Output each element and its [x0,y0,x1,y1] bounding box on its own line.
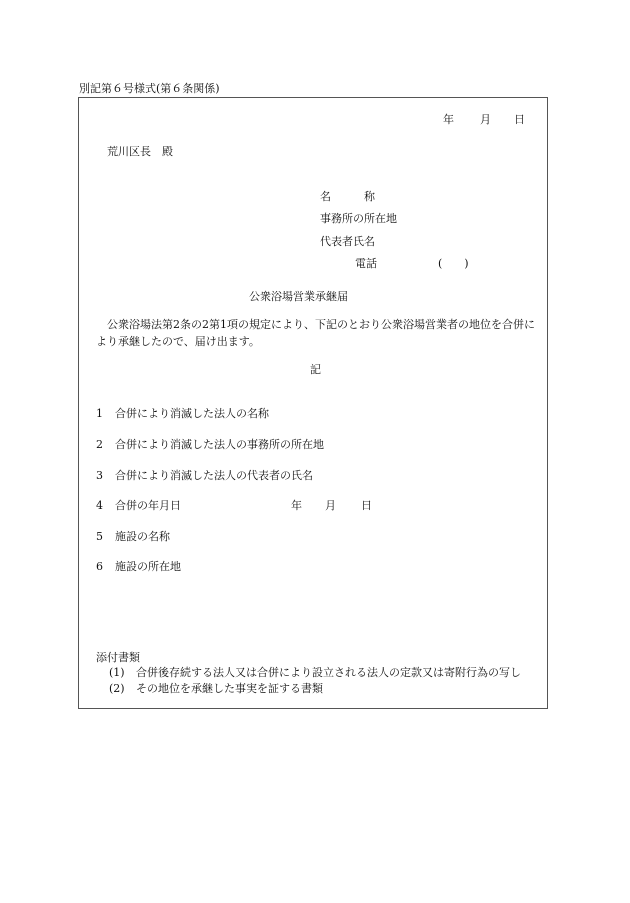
item-label: 合併により消滅した法人の事務所の所在地 [115,438,324,451]
submission-date-day: 日 [514,113,525,126]
merge-date-year: 年 [291,499,302,512]
item-label: 施設の所在地 [115,560,181,573]
attachments-heading: 添付書類 [96,651,140,664]
submission-date-year: 年 [443,113,454,126]
item-number: 3 [96,469,103,482]
submission-date-month: 月 [480,113,491,126]
item-number: 4 [96,499,103,512]
merge-date-day: 日 [361,499,372,512]
attachment-number: (2) [109,682,125,695]
list-item [96,437,324,452]
list-item [96,406,269,421]
attachment-item [109,681,323,696]
applicant-representative-label: 代表者氏名 [320,235,375,248]
list-item [96,559,181,574]
item-number: 1 [96,407,103,420]
list-item [96,468,313,483]
attachment-number: (1) [109,666,125,679]
applicant-office-label: 事務所の所在地 [320,212,397,225]
addressee: 荒川区長 殿 [107,145,173,158]
item-label: 合併により消滅した法人の名称 [115,407,269,420]
document-title: 公衆浴場営業承継届 [249,290,348,303]
list-item [96,529,170,544]
phone-label: 電話 [355,257,377,270]
item-label: 合併の年月日 [115,499,181,512]
merge-date-month: 月 [325,499,336,512]
body-text: 公衆浴場法第2条の2第1項の規定により、下記のとおり公衆浴場営業者の地位を合併により承継したので、届け出ます。 [96,318,535,348]
attachment-label: 合併後存続する法人又は合併により設立される法人の定款又は寄附行為の写し [136,666,521,679]
item-label: 施設の名称 [115,530,170,543]
attachment-item [109,665,521,680]
phone-parentheses: ( ) [438,257,469,270]
item-number: 2 [96,438,103,451]
form-frame [78,97,548,709]
applicant-name-label: 名 称 [320,190,375,203]
item-number: 6 [96,560,103,573]
list-item [96,498,181,513]
item-number: 5 [96,530,103,543]
form-label: 別記第６号様式(第６条関係) [79,82,220,95]
item-label: 合併により消滅した法人の代表者の氏名 [115,469,313,482]
attachment-label: その地位を承継した事実を証する書類 [136,682,323,695]
record-mark: 記 [310,363,321,376]
